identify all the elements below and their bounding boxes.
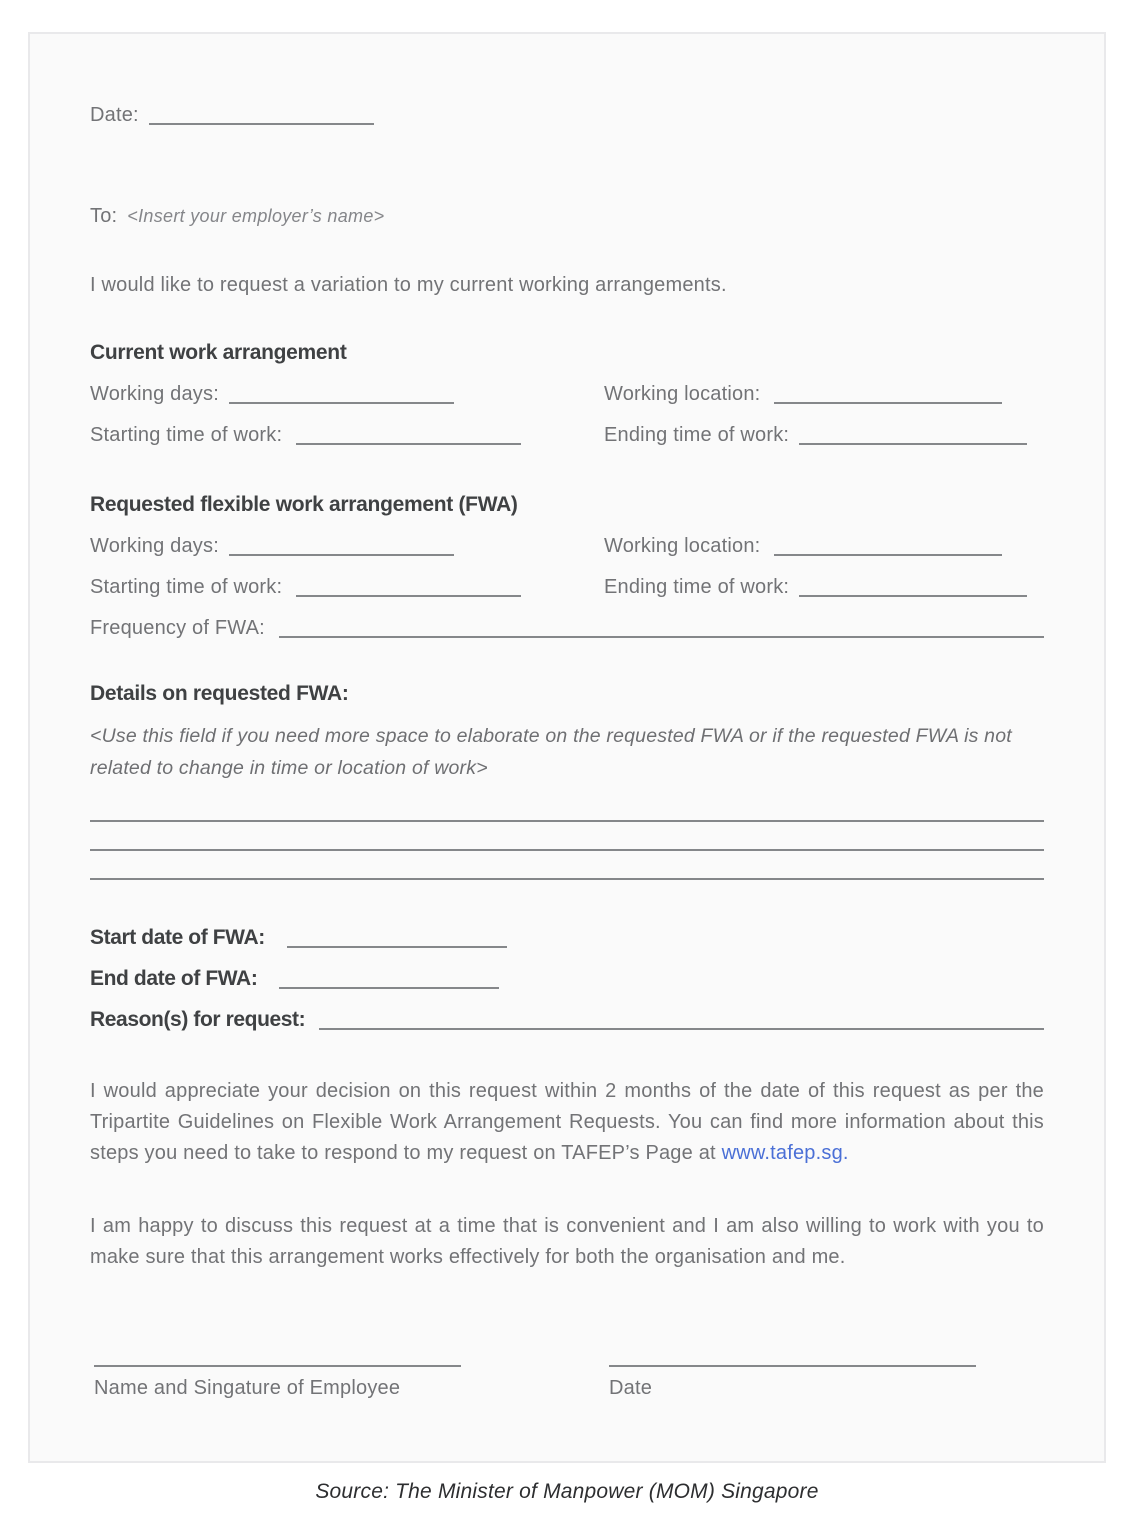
working-days-fill-line	[229, 390, 454, 404]
start-date-label: Start date of FWA:	[90, 926, 265, 949]
signature-section	[94, 1365, 1044, 1400]
signature-line	[94, 1365, 461, 1367]
current-section-title: Current work arrangement	[90, 341, 347, 364]
requested-ending-time-field	[604, 576, 1044, 599]
discussion-paragraph: I am happy to discuss this request at a time that is convenient and I am also willing to work with you to make sure that this arrangement works effectively for both the organisation and me.	[90, 1215, 1044, 1268]
details-section-title: Details on requested FWA:	[90, 682, 349, 705]
working-location-label: Working location:	[604, 535, 761, 557]
starting-time-fill-line	[296, 583, 521, 597]
to-row	[90, 205, 1044, 228]
to-label: To:	[90, 205, 118, 227]
reason-field	[90, 1008, 1044, 1032]
writing-line	[90, 820, 1044, 822]
current-working-days-field	[90, 383, 604, 406]
decision-paragraph-text: I would appreciate your decision on this request within 2 months of the date of this request as per the Tripartite Guidelines on Flexible Work Arrangement Requests. You can find more information about this steps you need to take to respond to my request on TAFEP’s Page at	[90, 1080, 1044, 1164]
working-days-fill-line	[229, 542, 454, 556]
source-attribution: Source: The Minister of Manpower (MOM) Singapore	[315, 1480, 819, 1503]
details-writing-area	[90, 820, 1044, 880]
end-date-field	[90, 967, 1044, 991]
current-row-2	[90, 424, 1044, 447]
writing-line	[90, 849, 1044, 851]
current-working-location-field	[604, 383, 1044, 406]
starting-time-label: Starting time of work:	[90, 424, 283, 446]
current-ending-time-field	[604, 424, 1044, 447]
date-row	[90, 104, 1044, 127]
intro-text: I would like to request a variation to my current working arrangements.	[90, 274, 727, 296]
end-date-fill-line	[279, 975, 499, 989]
reason-fill-line	[319, 1016, 1044, 1030]
requested-working-location-field	[604, 535, 1044, 558]
start-date-field	[90, 926, 1044, 950]
writing-line	[90, 878, 1044, 880]
requested-row-2	[90, 576, 1044, 599]
starting-time-fill-line	[296, 431, 521, 445]
tafep-link[interactable]: www.tafep.sg.	[721, 1142, 849, 1164]
requested-row-1	[90, 535, 1044, 558]
date-fill-line	[149, 111, 374, 125]
requested-starting-time-field	[90, 576, 604, 599]
working-days-label: Working days:	[90, 535, 219, 557]
end-date-label: End date of FWA:	[90, 967, 258, 990]
working-days-label: Working days:	[90, 383, 219, 405]
starting-time-label: Starting time of work:	[90, 576, 283, 598]
current-row-1	[90, 383, 1044, 406]
current-starting-time-field	[90, 424, 604, 447]
reason-label: Reason(s) for request:	[90, 1008, 306, 1031]
ending-time-fill-line	[799, 583, 1027, 597]
signature-date-label: Date	[609, 1377, 653, 1399]
signature-name-label: Name and Singature of Employee	[94, 1377, 401, 1399]
frequency-field	[90, 617, 1044, 640]
start-date-fill-line	[287, 934, 507, 948]
employee-signature-block	[94, 1365, 461, 1400]
ending-time-label: Ending time of work:	[604, 576, 790, 598]
employer-name-placeholder: <Insert your employer’s name>	[127, 206, 385, 226]
ending-time-label: Ending time of work:	[604, 424, 790, 446]
date-label: Date:	[90, 104, 139, 126]
details-placeholder: <Use this field if you need more space to elaborate on the requested FWA or if the requested FWA is not related to change in time or location of work>	[90, 725, 1012, 779]
form-page-card	[28, 32, 1106, 1463]
requested-section-title: Requested flexible work arrangement (FWA)	[90, 493, 518, 516]
requested-working-days-field	[90, 535, 604, 558]
working-location-fill-line	[774, 390, 1002, 404]
working-location-label: Working location:	[604, 383, 761, 405]
frequency-label: Frequency of FWA:	[90, 617, 265, 639]
ending-time-fill-line	[799, 431, 1027, 445]
signature-date-block	[609, 1365, 976, 1400]
working-location-fill-line	[774, 542, 1002, 556]
decision-paragraph	[90, 1076, 1044, 1169]
frequency-fill-line	[279, 624, 1044, 638]
signature-date-line	[609, 1365, 976, 1367]
